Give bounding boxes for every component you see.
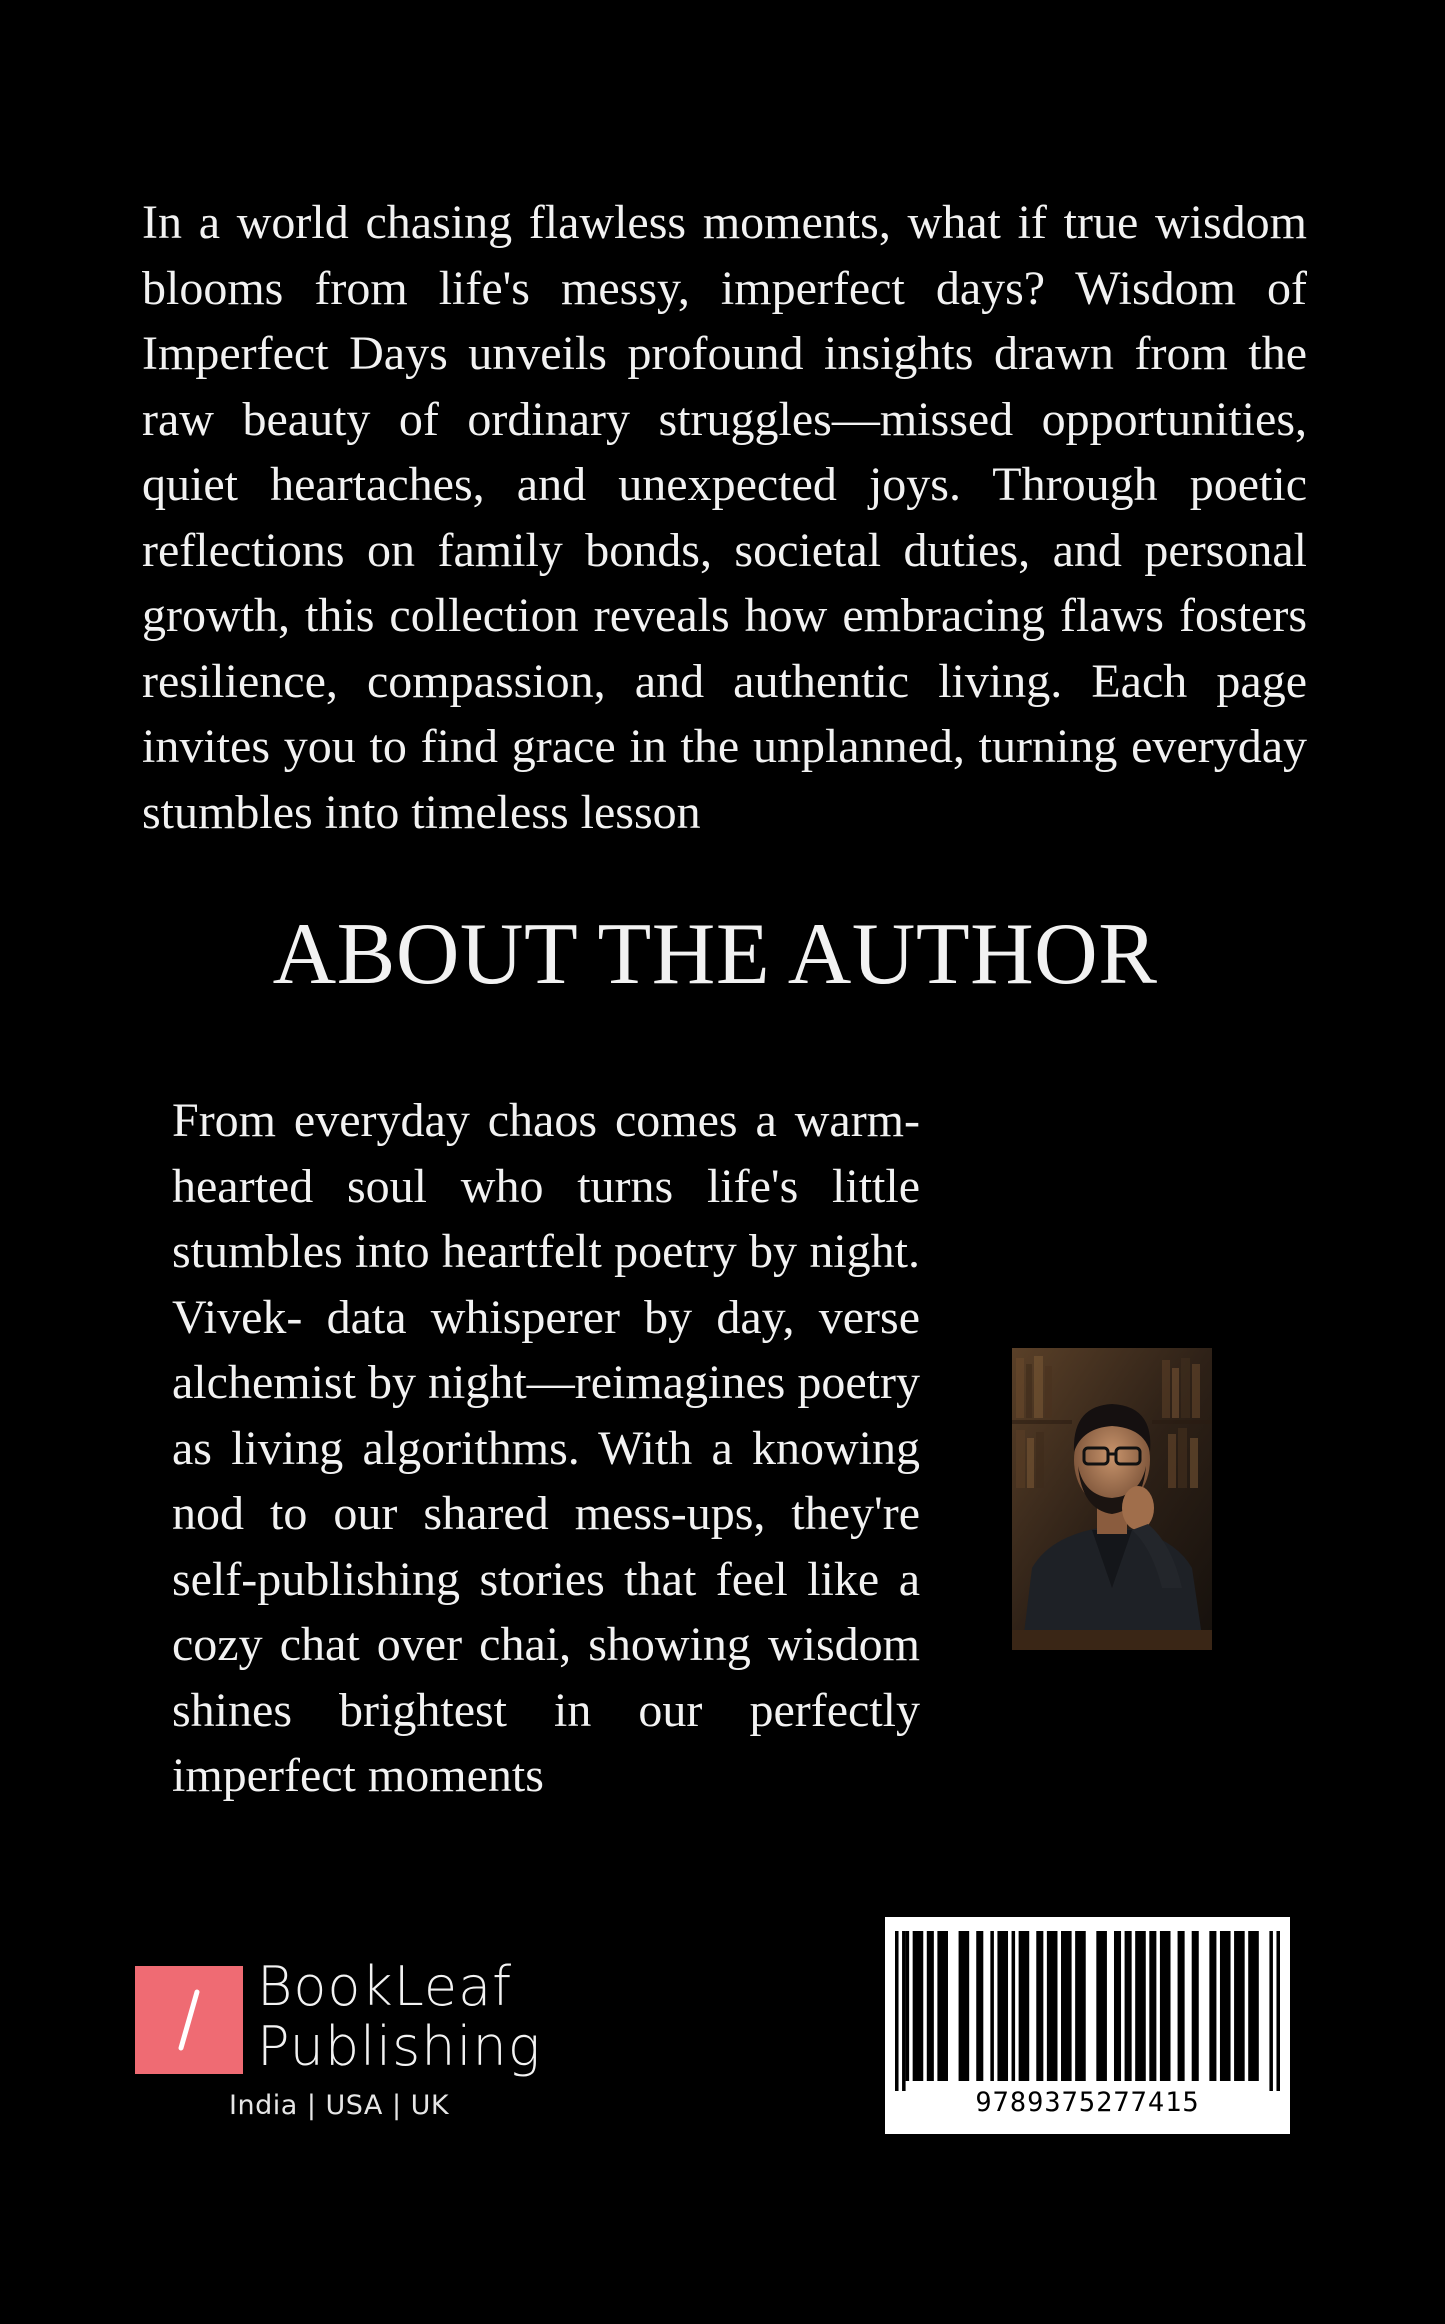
barcode-bar xyxy=(1220,1931,1231,2081)
barcode-bar xyxy=(1036,1931,1043,2081)
barcode-bar xyxy=(1269,1931,1273,2091)
publisher-name-line2: Publishing xyxy=(257,2015,542,2078)
barcode-bar xyxy=(1234,1931,1245,2081)
publisher-logo xyxy=(135,1955,542,2132)
barcode-bar xyxy=(1114,1931,1121,2081)
barcode-bar xyxy=(1096,1931,1107,2081)
barcode-bar xyxy=(1019,1931,1030,2081)
publisher-regions: India | USA | UK xyxy=(229,2090,450,2121)
barcode-bar xyxy=(902,1931,906,2091)
barcode-bar xyxy=(1178,1931,1185,2081)
barcode-bar xyxy=(1125,1931,1132,2081)
author-bio: From everyday chaos comes a warm-hearted soul who turns life's little stumbles into heartfelt poetry by night. Vivek- data whisperer by day, verse alchemist by night—reimagines poetry as living algorithms. With a knowing nod to our shared mess-ups, they're self-publishing stories that feel like a cozy chat over chai, showing wisdom shines brightest in our perfectly imperfect moments xyxy=(172,1094,920,1802)
barcode-bar xyxy=(1276,1931,1280,2091)
barcode-bar xyxy=(1209,1931,1216,2081)
barcode-bar xyxy=(1061,1931,1072,2081)
author-photo xyxy=(1012,1348,1212,1650)
barcode-bar xyxy=(1248,1931,1259,2081)
barcode-bar xyxy=(1192,1931,1199,2081)
about-author-heading: ABOUT THE AUTHOR xyxy=(272,906,1158,1003)
barcode-bar xyxy=(990,1931,994,2081)
barcode-bar xyxy=(1075,1931,1086,2081)
publisher-name-line1: BookLeaf xyxy=(257,1955,513,2018)
barcode-bar xyxy=(1135,1931,1146,2081)
barcode-bar xyxy=(937,1931,948,2081)
barcode-bar xyxy=(1047,1931,1058,2081)
barcode-bar xyxy=(913,1931,924,2081)
barcode-bar xyxy=(1012,1931,1016,2081)
barcode-bar xyxy=(976,1931,983,2081)
barcode-bar xyxy=(959,1931,970,2081)
barcode-bar xyxy=(1160,1931,1171,2081)
barcode-bar xyxy=(906,1931,910,2081)
barcode-bar xyxy=(927,1931,934,2081)
isbn-number: 9789375277415 xyxy=(975,2087,1200,2118)
book-blurb: In a world chasing flawless moments, what if true wisdom blooms from life's messy, imperfect days? Wisdom of Imperfect Days unveils profound insights drawn from the raw beauty of ordinary struggles—missed opportunities, quiet heartaches, and unexpected joys. Through poetic reflections on family bonds, societal duties, and personal growth, this collection reveals how embracing flaws fosters resilience, compassion, and authentic living. Each page invites you to find grace in the unplanned, turning everyday stumbles into timeless lesson xyxy=(142,196,1307,839)
barcode-bar xyxy=(997,1931,1008,2081)
barcode-bar xyxy=(895,1931,899,2091)
slash-icon xyxy=(135,1966,243,2074)
barcode-bar xyxy=(1149,1931,1156,2081)
isbn-barcode xyxy=(885,1917,1290,2134)
